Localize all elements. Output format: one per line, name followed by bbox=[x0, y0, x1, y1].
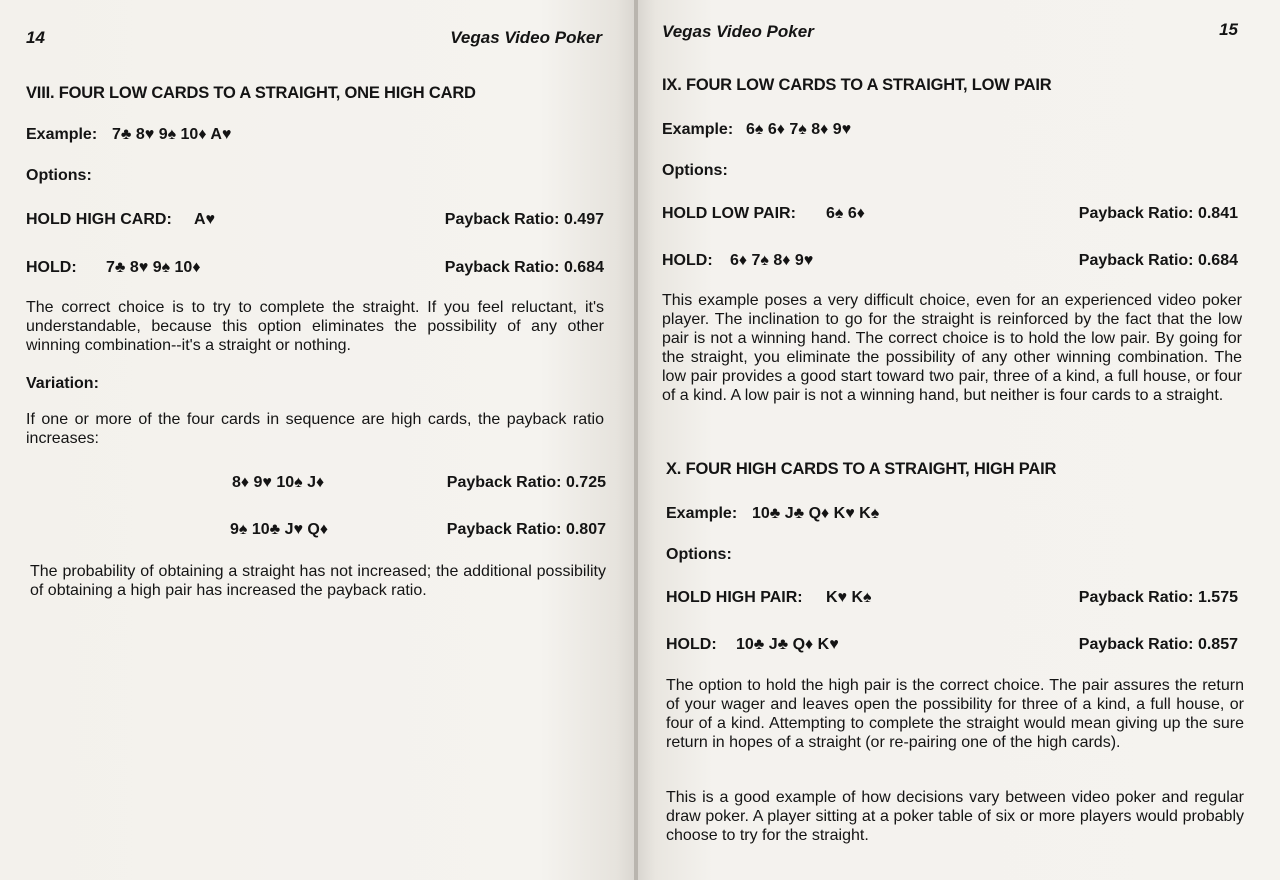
body-paragraph: If one or more of the four cards in sequence are high cards, the payback ratio increases: bbox=[26, 411, 604, 447]
option-label: HOLD HIGH PAIR: bbox=[666, 589, 803, 606]
option-label: HOLD LOW PAIR: bbox=[662, 205, 796, 222]
payback-ratio: Payback Ratio: 0.684 bbox=[1078, 252, 1238, 269]
left-page bbox=[0, 0, 636, 880]
body-paragraph: This is a good example of how decisions vary between video poker and regular draw poker. A player sitting at a poker table of six or more players would probably choose to try for the straight. bbox=[666, 789, 1244, 844]
option-label: HOLD: bbox=[666, 636, 717, 653]
section-title: X. FOUR HIGH CARDS TO A STRAIGHT, HIGH PAIR bbox=[666, 460, 1057, 478]
option-cards: 6♦ 7♠ 8♦ 9♥ bbox=[730, 252, 814, 269]
example-label: Example: bbox=[662, 121, 734, 138]
body-paragraph: The option to hold the high pair is the correct choice. The pair assures the return of your wager and leaves open the possibility for three of a kind, a full house, or four of a kind. Attempting to complete the straight would mean giving up the sure return in hopes of a straight (or re-pairing one of the high cards). bbox=[666, 677, 1244, 751]
option-cards: A♥ bbox=[194, 211, 216, 228]
section-title: VIII. FOUR LOW CARDS TO A STRAIGHT, ONE HIGH CARD bbox=[26, 84, 476, 102]
variation-cards: 8♦ 9♥ 10♠ J♦ bbox=[232, 474, 325, 491]
running-head: Vegas Video Poker bbox=[662, 22, 814, 41]
variation-label: Variation: bbox=[26, 375, 99, 392]
payback-ratio: Payback Ratio: 1.575 bbox=[1078, 589, 1238, 606]
options-label: Options: bbox=[666, 546, 732, 563]
payback-ratio: Payback Ratio: 0.684 bbox=[444, 259, 604, 276]
example-cards: 10♣ J♣ Q♦ K♥ K♠ bbox=[752, 505, 880, 522]
body-paragraph: The probability of obtaining a straight has not increased; the additional possibility of obtaining a high pair has increased the payback ratio. bbox=[30, 563, 606, 599]
body-paragraph: This example poses a very difficult choice, even for an experienced video poker player. The inclination to go for the straight is reinforced by the fact that the low pair is not a winning hand. The correct choice is to hold the low pair. By going for the straight, you eliminate the possibility of any other winning combination. The low pair provides a good start toward two pair, three of a kind, a full house, or four of a kind. A low pair is not a winning hand, but neither is four cards to a straight. bbox=[662, 292, 1242, 404]
page-number: 14 bbox=[26, 28, 45, 47]
option-cards: K♥ K♠ bbox=[826, 589, 872, 606]
payback-ratio: Payback Ratio: 0.841 bbox=[1078, 205, 1238, 222]
payback-ratio: Payback Ratio: 0.857 bbox=[1078, 636, 1238, 653]
payback-ratio: Payback Ratio: 0.497 bbox=[444, 211, 604, 228]
body-paragraph: The correct choice is to try to complete the straight. If you feel reluctant, it's understandable, because this option eliminates the possibility of any other winning combination--it's a straight or nothing. bbox=[26, 299, 604, 354]
section-title: IX. FOUR LOW CARDS TO A STRAIGHT, LOW PAIR bbox=[662, 76, 1052, 94]
option-label: HOLD: bbox=[26, 259, 77, 276]
example-label: Example: bbox=[26, 126, 98, 143]
options-label: Options: bbox=[26, 167, 92, 184]
example-cards: 6♠ 6♦ 7♠ 8♦ 9♥ bbox=[746, 121, 852, 138]
option-cards: 10♣ J♣ Q♦ K♥ bbox=[736, 636, 839, 653]
right-page bbox=[636, 0, 1280, 880]
payback-ratio: Payback Ratio: 0.807 bbox=[446, 521, 606, 538]
example-label: Example: bbox=[666, 505, 738, 522]
payback-ratio: Payback Ratio: 0.725 bbox=[446, 474, 606, 491]
option-label: HOLD HIGH CARD: bbox=[26, 211, 172, 228]
option-cards: 7♣ 8♥ 9♠ 10♦ bbox=[106, 259, 201, 276]
book-gutter bbox=[634, 0, 638, 880]
option-cards: 6♠ 6♦ bbox=[826, 205, 865, 222]
page-number: 15 bbox=[1219, 20, 1238, 39]
options-label: Options: bbox=[662, 162, 728, 179]
option-label: HOLD: bbox=[662, 252, 713, 269]
example-cards: 7♣ 8♥ 9♠ 10♦ A♥ bbox=[112, 126, 232, 143]
running-head: Vegas Video Poker bbox=[450, 28, 602, 47]
variation-cards: 9♠ 10♣ J♥ Q♦ bbox=[230, 521, 329, 538]
